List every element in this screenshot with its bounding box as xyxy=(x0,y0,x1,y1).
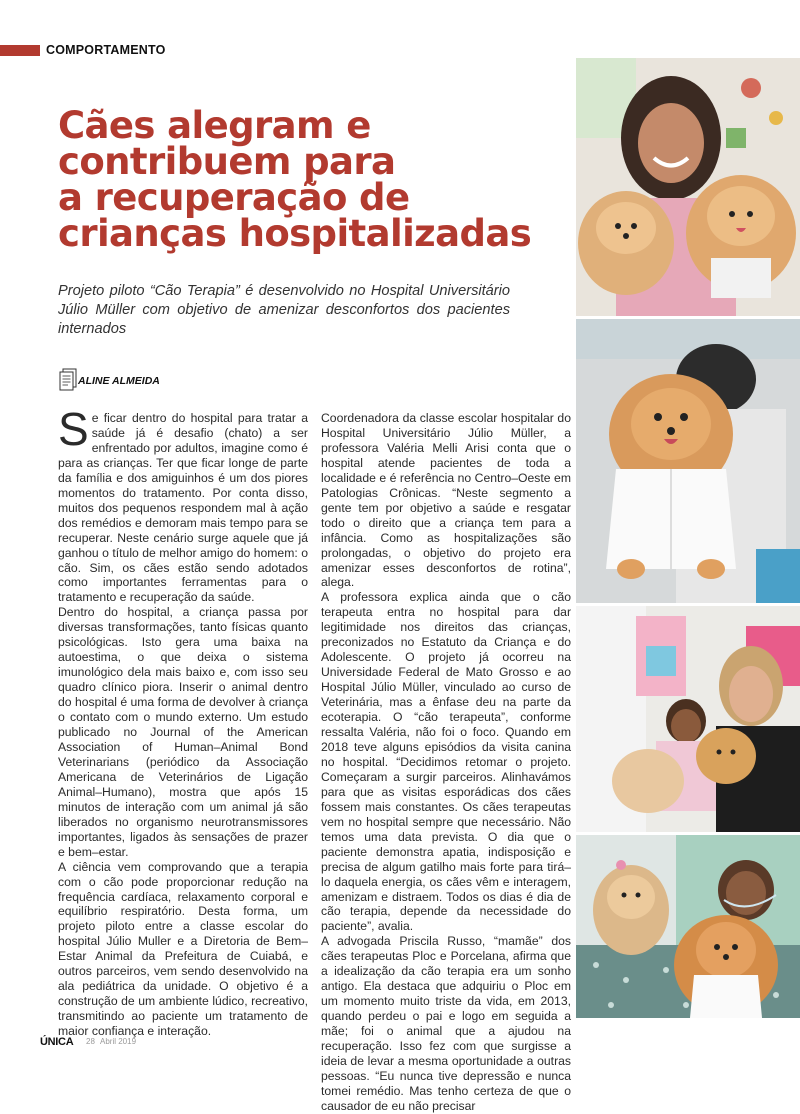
headline-line: crianças hospitalizadas xyxy=(58,212,532,255)
body-column-2 xyxy=(321,411,571,1114)
photo-dog-in-lab-coat xyxy=(576,319,800,603)
byline-author: ALINE ALMEIDA xyxy=(78,375,160,387)
page-number: 28 xyxy=(86,1037,95,1046)
dropcap: S xyxy=(58,403,89,455)
photo-woman-with-dogs xyxy=(576,58,800,316)
photo-boy-in-bed-with-dogs xyxy=(576,835,800,1018)
body-paragraph: A ciência vem comprovando que a terapia com o cão pode proporcionar redução na frequência cardíaca, relaxamento corporal e equilíbrio respiratório. Desta forma, um projeto piloto entre a classe escolar do hospital Júlio Muller e a Diretoria de Bem–Estar Animal da Prefeitura de Cuiabá, e outros parceiros, vem sendo desenvolvido na ala pediátrica da unidade. O objetivo é a construção de um ambiente lúdico, recreativo, transmitindo ao paciente um tratamento de maior confiança e interação. xyxy=(58,859,308,1039)
body-column-1 xyxy=(58,403,308,1039)
photo-child-with-dogs xyxy=(576,606,800,832)
section-bar xyxy=(0,45,40,56)
photo-column xyxy=(576,58,800,1018)
section-label: COMPORTAMENTO xyxy=(46,43,166,57)
footer-logo: ÚNICA xyxy=(40,1036,74,1048)
body-paragraph: A advogada Priscila Russo, “mamãe” dos cães terapeutas Ploc e Porcelana, afirma que a idealização da cão terapia era um sonho antigo. Ela destaca que adquiriu o Ploc em um momento muito triste da vida, em 2013, quando perdeu o pai e logo em seguida a mãe; foi o animal que a ajudou na recuperação. Isso fez com que surgisse a ideia de levar a mesma oportunidade a outras pessoas. “Eu nunca tive depressão e nunca tomei remédio. Mas tenho certeza de que o causador de eu não precisar xyxy=(321,934,571,1113)
issue-date: Abril 2019 xyxy=(100,1037,137,1046)
body-paragraph: A professora explica ainda que o cão terapeuta entra no hospital para dar legitimidade nos direitos das crianças, preconizados no Estatuto da Criança e do Adolescente. O projeto já ocorreu na Universidade Federal de Mato Grosso e ao Hospital Júlio Müller, vinculado ao curso de Veterinária, mas a ênfase deu na parte da ecoterapia. O “cão terapeuta”, conforme ressalta Valéria, não foi o foco. Quando em 2018 teve alguns episódios da visita canina no hospital. “Decidimos retomar o projeto. Começaram a surgir parceiros. Alinhavámos para que as visitas esporádicas dos cães fossem mais constantes. Os cães terapeutas vem no hospital sempre que necessário. Não temos uma data prevista. O dia que o paciente demonstra apatia, indisposição e precisa de algum gatilho mais forte para tirá–lo daquela energia, os cães vêm e interagem, amenizam e distraem. Todos os dias é dia de cão terapia, depende da necessidade do paciente”, avalia. xyxy=(321,590,571,934)
body-paragraph xyxy=(58,403,308,605)
deck: Projeto piloto “Cão Terapia” é desenvolvido no Hospital Universitário Júlio Müller com objetivo de amenizar desconfortos dos pacientes internados xyxy=(58,283,510,337)
body-paragraph: Dentro do hospital, a criança passa por diversas transformações, tanto físicas quanto psicológicas. Isto gera uma baixa na autoestima, o que deixa o sistema imunológico dela mais baixo e, com isso seu quadro clínico piora. Inserir o animal dentro do hospital é uma forma de devolver à criança o contato com o mundo externo. Um estudo publicado no Journal of the American Association of Human–Animal Bond Veterinarians (periódico da Associação Americana de Veterinários de Ligação Animal–Humano), mostra que após 15 minutos de interação com um animal já são liberados no organismo neurotransmissores importantes, ligados às sensações de prazer e bem–estar. xyxy=(58,605,308,859)
body-paragraph: Coordenadora da classe escolar hospitalar do Hospital Universitário Júlio Müller, a professora Valéria Melli Arisi conta que o hospital atende pacientes de toda a localidade e é referência no Centro–Oeste em Patologias Crônicas. “Neste segmento a gente tem por objetivo a saúde e resgatar todo o direito que a criança tem para a infância. Como as hospitalizações são prolongadas, o objetivo do projeto era amenizar esses desconfortos de rotina”, alega. xyxy=(321,411,571,590)
document-icon xyxy=(58,368,78,396)
headline-line: a recuperação de xyxy=(58,176,410,219)
headline-line: Cães alegram e xyxy=(58,104,371,147)
headline-line: contribuem para xyxy=(58,140,396,183)
paragraph-text: e ficar dentro do hospital para tratar a saúde já é desafio (chato) a ser enfrentado por adultos, imagine como é para as crianças. Ter que ficar longe de parte da família e dos amiguinhos é um dos piores momentos do tratamento. Por conta disso, muitos dos pequenos respondem mal à ação dos remédios e demoram mais tempo para se recuperar. Neste cenário surge aquele que já ganhou o título de melhor amigo do homem: o cão. Sim, os cães estão sendo adotados como importantes ferramentas para o tratamento e recuperação da saúde. xyxy=(58,411,308,605)
headline xyxy=(58,104,568,255)
